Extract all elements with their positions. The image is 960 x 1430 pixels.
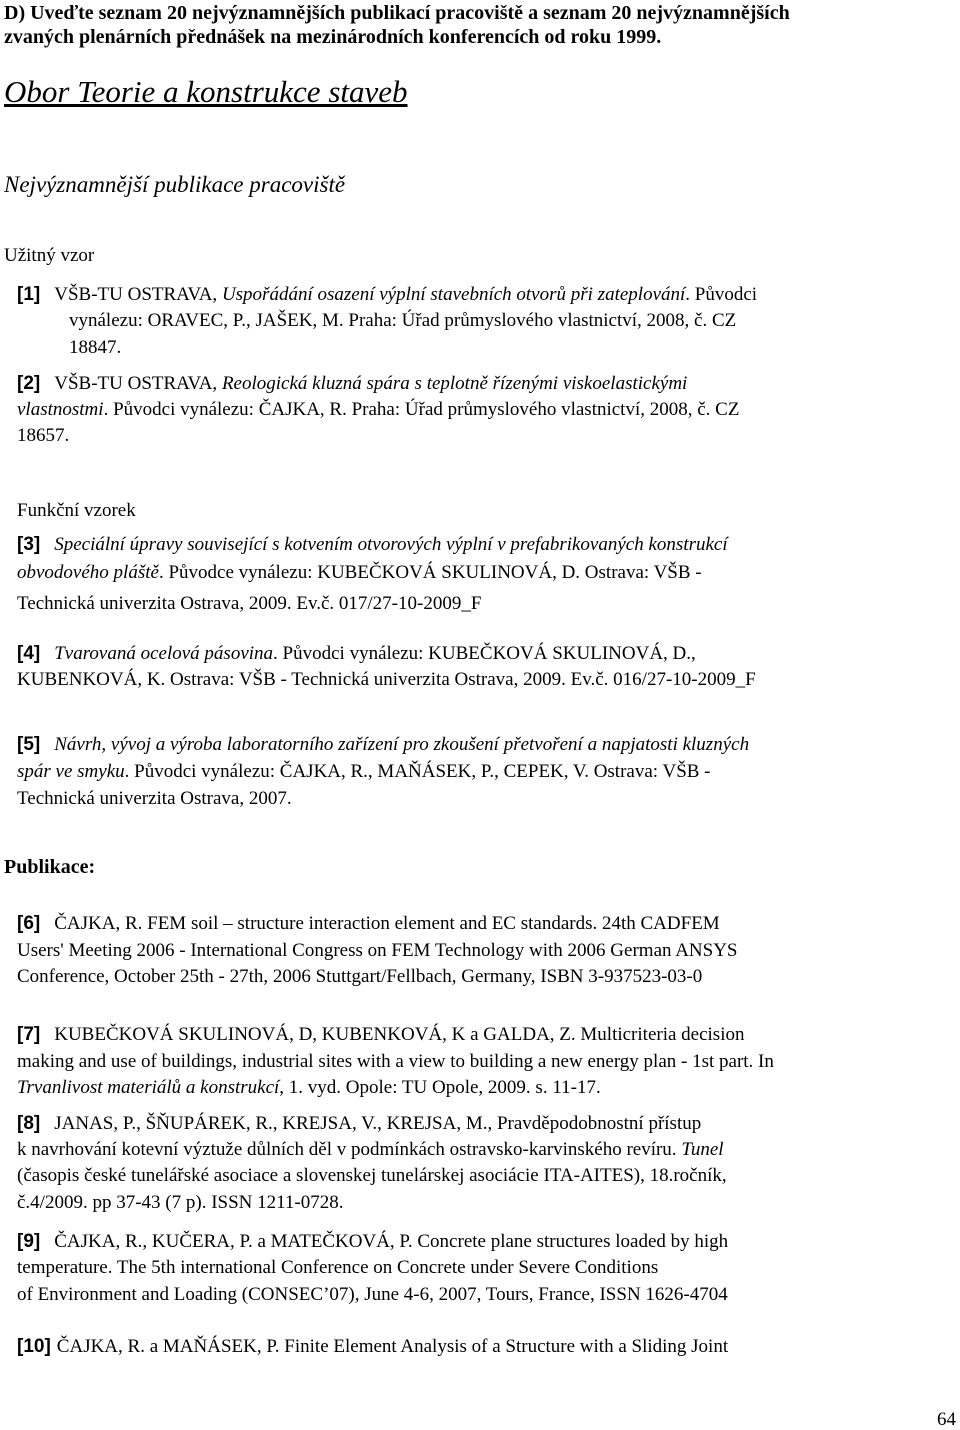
entry-9-line-2: temperature. The 5th international Conference on Concrete under Severe Conditions — [17, 1257, 659, 1278]
entry-7-line-3 — [17, 1078, 601, 1097]
entry-7-details: , 1. vyd. Opole: TU Opole, 2009. s. 11-17. — [279, 1077, 601, 1098]
entry-5-ref: [5] — [17, 734, 41, 755]
entry-4-line-2: KUBENKOVÁ, K. Ostrava: VŠB - Technická univerzita Ostrava, 2009. Ev.č. 016/27-10-2009_F — [17, 669, 756, 690]
entry-10-ref: [10] — [17, 1336, 51, 1357]
entry-2-line-2 — [17, 400, 739, 419]
entry-3-line-2 — [17, 563, 702, 582]
entry-2-title-end: vlastnostmi — [17, 399, 104, 420]
entry-3-details: . Původce vynálezu: KUBEČKOVÁ SKULINOVÁ, D. Ostrava: VŠB - — [158, 562, 702, 583]
entry-1-authors-start: . Původci — [685, 284, 758, 305]
entry-7-ref: [7] — [17, 1024, 41, 1045]
entry-5-title-end: spár ve smyku — [17, 761, 125, 782]
entry-8-ref: [8] — [17, 1113, 41, 1134]
utility-model-heading: Užitný vzor — [4, 245, 95, 266]
entry-9-line-1 — [17, 1232, 728, 1251]
entry-3-line-1 — [17, 535, 728, 554]
page-number: 64 — [937, 1409, 956, 1430]
entry-4-title: Tvarovaná ocelová pásovina — [54, 643, 274, 664]
entry-1-owner: VŠB-TU OSTRAVA, — [54, 284, 222, 305]
entry-8-line-4: č.4/2009. pp 37-43 (7 p). ISSN 1211-0728. — [17, 1192, 344, 1213]
entry-7-line-1 — [17, 1025, 744, 1044]
entry-1-title: Uspořádání osazení výplní stavebních otvorů při zateplování — [221, 284, 686, 305]
entry-8-line-3: (časopis české tunelářské asociace a slovenskej tunelárskej asociácie ITA-AITES), 18.ročník, — [17, 1165, 727, 1186]
entry-10-line-1 — [17, 1337, 728, 1356]
entry-2-line-3: 18657. — [17, 425, 70, 446]
entry-1-ref: [1] — [17, 284, 41, 305]
functional-sample-heading: Funkční vzorek — [17, 500, 136, 521]
entry-5-line-1 — [17, 735, 749, 754]
obor-title: Obor Teorie a konstrukce staveb — [4, 74, 408, 109]
entry-6-line-2: Users' Meeting 2006 - International Congress on FEM Technology with 2006 German ANSYS — [17, 940, 738, 961]
entry-8-line-1 — [17, 1114, 701, 1133]
entry-1-line-1 — [17, 285, 757, 304]
entry-9-ref: [9] — [17, 1231, 41, 1252]
entry-3-line-3: Technická univerzita Ostrava, 2009. Ev.č. 017/27-10-2009_F — [17, 593, 482, 614]
entry-8-journal: Tunel — [681, 1139, 724, 1160]
entry-2-owner: VŠB-TU OSTRAVA, — [54, 373, 222, 394]
entry-9-text: ČAJKA, R., KUČERA, P. a MATEČKOVÁ, P. Concrete plane structures loaded by high — [54, 1231, 729, 1252]
entry-7-source: Trvanlivost materiálů a konstrukcí — [17, 1077, 280, 1098]
entry-1-line-2: vynálezu: ORAVEC, P., JAŠEK, M. Praha: Úřad průmyslového vlastnictví, 2008, č. CZ — [69, 310, 737, 331]
entry-4-ref: [4] — [17, 643, 41, 664]
entry-1-line-3: 18847. — [69, 337, 122, 358]
entry-5-line-2 — [17, 762, 711, 781]
entry-6-ref: [6] — [17, 913, 41, 934]
entry-9-line-3: of Environment and Loading (CONSEC’07), June 4-6, 2007, Tours, France, ISSN 1626-4704 — [17, 1284, 728, 1305]
entry-7-text: KUBEČKOVÁ SKULINOVÁ, D, KUBENKOVÁ, K a GALDA, Z. Multicriteria decision — [54, 1024, 745, 1045]
entry-4-authors: . Původci vynálezu: KUBEČKOVÁ SKULINOVÁ, D., — [273, 643, 696, 664]
entry-2-details: . Původci vynálezu: ČAJKA, R. Praha: Úřad průmyslového vlastnictví, 2008, č. CZ — [103, 399, 740, 420]
entry-8-line-2 — [17, 1140, 724, 1159]
entry-2-line-1 — [17, 374, 687, 393]
entry-5-title: Návrh, vývoj a výroba laboratorního zařízení pro zkoušení přetvoření a napjatosti kluzných — [54, 734, 750, 755]
entry-6-line-1 — [17, 914, 720, 933]
entry-7-line-2: making and use of buildings, industrial sites with a view to building a new energy plan - 1st part. In — [17, 1051, 774, 1072]
section-heading-line-1: D) Uveďte seznam 20 nejvýznamnějších publikací pracoviště a seznam 20 nejvýznamnějších — [4, 2, 790, 24]
entry-3-ref: [3] — [17, 534, 41, 555]
entry-2-title: Reologická kluzná spára s teplotně řízenými viskoelastickými — [221, 373, 688, 394]
section-heading-line-2: zvaných plenárních přednášek na mezinárodních konferencích od roku 1999. — [4, 26, 662, 48]
entry-2-ref: [2] — [17, 373, 41, 394]
entry-3-title: Speciální úpravy související s kotvením otvorových výplní v prefabrikovaných konstrukcí — [54, 534, 728, 555]
entry-6-line-3: Conference, October 25th - 27th, 2006 Stuttgart/Fellbach, Germany, ISBN 3-937523-03-0 — [17, 966, 703, 987]
subtitle: Nejvýznamnější publikace pracoviště — [4, 172, 346, 197]
publications-heading: Publikace: — [4, 856, 96, 878]
entry-8-text: JANAS, P., ŠŇUPÁREK, R., KREJSA, V., KREJSA, M., Pravděpodobnostní přístup — [54, 1113, 702, 1134]
entry-5-line-3: Technická univerzita Ostrava, 2007. — [17, 788, 292, 809]
entry-10-text: ČAJKA, R. a MAŇÁSEK, P. Finite Element Analysis of a Structure with a Sliding Joint — [56, 1336, 729, 1357]
entry-5-details: . Původci vynálezu: ČAJKA, R., MAŇÁSEK, P., CEPEK, V. Ostrava: VŠB - — [124, 761, 711, 782]
entry-4-line-1 — [17, 644, 696, 663]
entry-8-title-end: k navrhování kotevní výztuže důlních děl v podmínkách ostravsko-karvinského revíru. — [17, 1139, 682, 1160]
entry-3-title-end: obvodového pláště — [17, 562, 159, 583]
entry-6-text: ČAJKA, R. FEM soil – structure interaction element and EC standards. 24th CADFEM — [54, 913, 720, 934]
